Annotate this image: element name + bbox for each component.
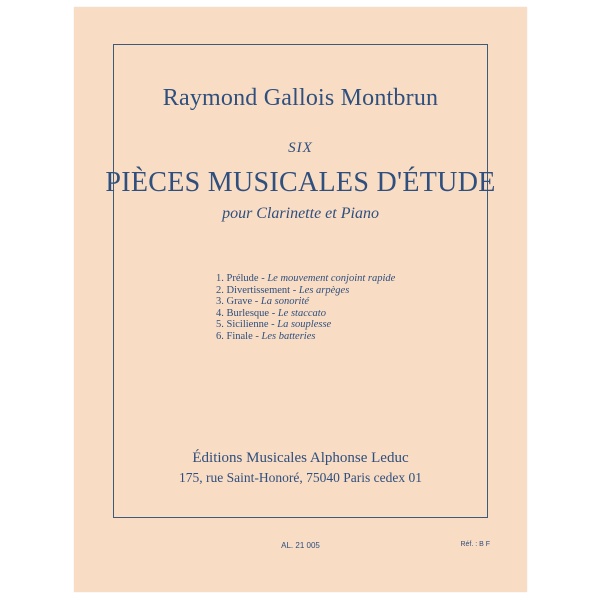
score-cover (74, 7, 527, 592)
piece-number: 4. (216, 307, 224, 319)
piece-name: Grave (226, 296, 253, 308)
piece-number: 5. (216, 319, 224, 331)
list-item (216, 308, 395, 320)
catalog-number: AL. 21 005 (281, 541, 320, 550)
piece-separator: - (254, 296, 259, 308)
piece-separator: - (255, 330, 259, 342)
piece-number: 2. (216, 284, 224, 296)
piece-name: Sicilienne (226, 319, 269, 331)
piece-topic: La souplesse (277, 319, 332, 331)
publisher-address: 175, rue Saint-Honoré, 75040 Paris cedex 01 (179, 470, 422, 485)
piece-topic: Le mouvement conjoint rapide (267, 273, 396, 284)
piece-name: Finale (226, 330, 253, 342)
piece-topic: Les batteries (261, 330, 316, 342)
reference-code: Réf. : B F (460, 541, 490, 548)
list-item (216, 296, 395, 308)
list-item (216, 285, 395, 297)
list-item (216, 273, 395, 285)
series-label: SIX (288, 140, 313, 156)
instrumentation-subtitle: pour Clarinette et Piano (222, 205, 379, 222)
publisher-name: Éditions Musicales Alphonse Leduc (192, 450, 409, 466)
piece-separator: - (261, 273, 265, 284)
piece-number: 1. (216, 273, 224, 284)
piece-topic: La sonorité (260, 296, 310, 308)
piece-topic: Le staccato (277, 307, 326, 319)
piece-separator: - (271, 319, 275, 331)
page-title: PIÈCES MUSICALES D'ÉTUDE (105, 167, 496, 198)
list-item (216, 331, 395, 343)
composer-name: Raymond Gallois Montbrun (162, 85, 439, 111)
list-item (216, 319, 395, 331)
piece-name: Prélude (226, 273, 259, 284)
piece-topic: Les arpèges (298, 284, 350, 296)
piece-separator: - (271, 307, 276, 319)
piece-separator: - (292, 284, 297, 296)
piece-number: 3. (216, 296, 224, 308)
piece-number: 6. (216, 330, 224, 342)
piece-name: Divertissement (226, 284, 291, 296)
pieces-list (216, 273, 395, 343)
piece-name: Burlesque (226, 307, 270, 319)
